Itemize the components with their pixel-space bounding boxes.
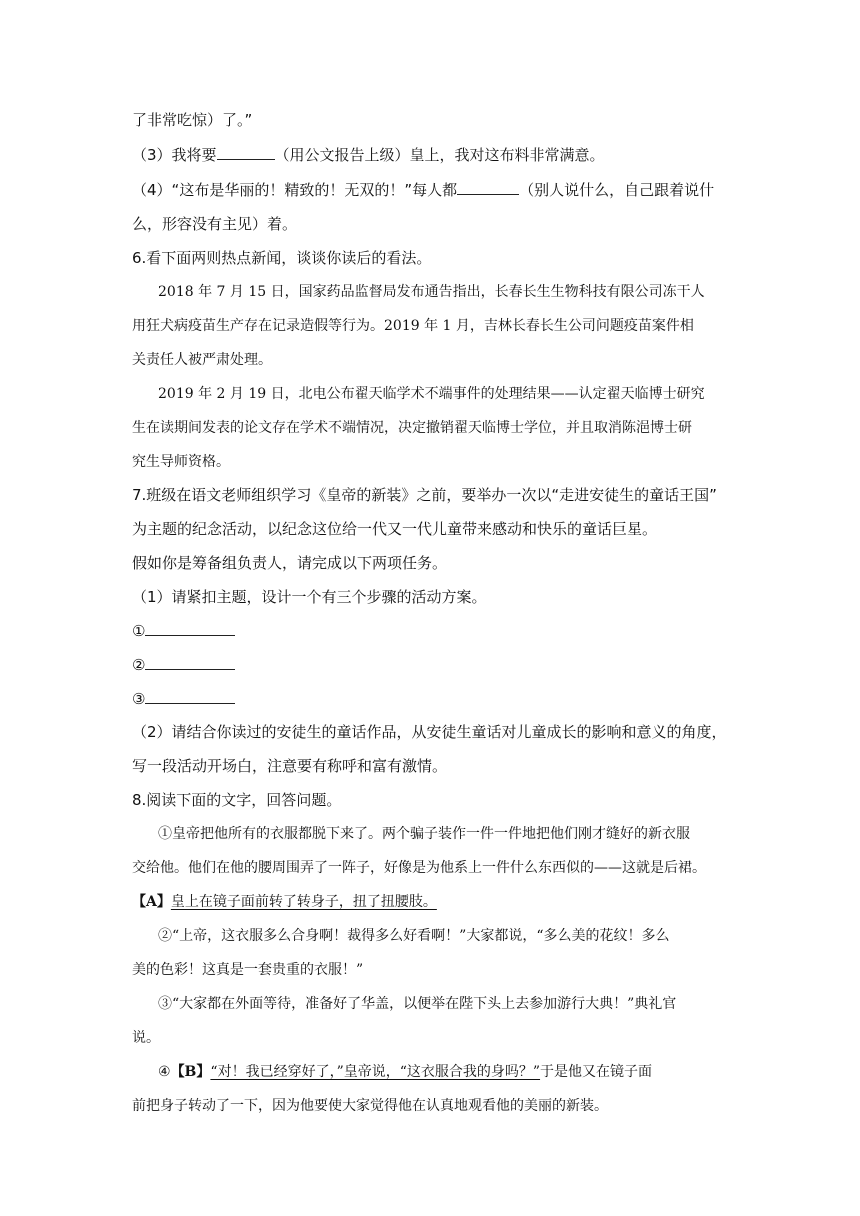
text-line: 假如你是筹备组负责人，请完成以下两项任务。: [132, 554, 448, 572]
news-1-line: 用狂犬病疫苗生产存在记录造假等行为。2019 年 1 月，吉林长春长生公司问题疫苗案件相: [132, 318, 694, 334]
paragraph-4-continuation: 于是他又在镜子面: [540, 1064, 653, 1080]
passage-paragraph-4: 前把身子转动了一下，因为他要使大家觉得他在认真地观看他的美丽的新装。: [132, 1098, 608, 1114]
passage-paragraph-4: [158, 1062, 652, 1082]
paragraph-4-number: ④: [158, 1064, 171, 1080]
answer-blank[interactable]: [145, 621, 235, 636]
passage-paragraph-3: ③“大家都在外面等待，准备好了华盖，以便举在陛下头上去参加游行大典！”典礼官: [158, 996, 677, 1012]
news-2-line: 究生导师资格。: [132, 454, 230, 470]
news-2-line: 生在读期间发表的论文存在学术不端情况，决定撤销翟天临博士学位，并且取消陈浥博士研: [132, 420, 692, 436]
question-4-suffix: （别人说什么，自己跟着说什: [519, 181, 715, 199]
step-2: [132, 655, 235, 675]
step-2-marker: ②: [132, 656, 146, 674]
passage-paragraph-1: 交给他。他们在他的腰周围弄了一阵子，好像是为他系上一件什么东西似的——这就是后裙。: [132, 860, 706, 876]
step-3-marker: ③: [132, 690, 146, 708]
answer-blank[interactable]: [145, 689, 235, 704]
question-7-part-1: （1）请紧扣主题，设计一个有三个步骤的活动方案。: [132, 588, 487, 606]
passage-marked-sentence-a: [132, 892, 437, 912]
news-2-line: 2019 年 2 月 19 日，北电公布翟天临学术不端事件的处理结果——认定翟天临博士研究: [158, 386, 705, 402]
passage-paragraph-2: ②“上帝，这衣服多么合身啊！裁得多么好看啊！”大家都说，“多么美的花纹！多么: [158, 928, 670, 944]
underlined-sentence-b: “对！我已经穿好了，”皇帝说，“这衣服合我的身吗？”: [210, 1064, 541, 1080]
step-1-marker: ①: [132, 622, 146, 640]
question-3: [132, 145, 605, 165]
question-3-suffix: （用公文报告上级）皇上，我对这布料非常满意。: [274, 146, 605, 164]
news-1-line: 2018 年 7 月 15 日，国家药品监督局发布通告指出，长春长生生物科技有限公司冻干人: [158, 284, 705, 300]
marker-a: 【A】: [132, 894, 171, 910]
news-1-line: 关责任人被严肃处理。: [132, 352, 272, 368]
passage-paragraph-2: 美的色彩！这真是一套贵重的衣服！”: [132, 962, 364, 978]
question-3-prefix: （3）我将要: [132, 146, 217, 164]
text-line: 了非常吃惊）了。”: [132, 111, 253, 129]
question-4: [132, 180, 714, 200]
answer-blank[interactable]: [217, 145, 275, 160]
question-4-prefix: （4）“这布是华丽的！精致的！无双的！”每人都: [132, 181, 458, 199]
question-7-part-2: （2）请结合你读过的安徒生的童话作品，从安徒生童话对儿童成长的影响和意义的角度，: [132, 723, 727, 741]
question-8-heading: 8.阅读下面的文字，回答问题。: [132, 791, 342, 809]
passage-paragraph-1: ①皇帝把他所有的衣服都脱下来了。两个骗子装作一件一件地把他们刚才缝好的新衣服: [158, 826, 690, 842]
text-line: 写一段活动开场白，注意要有称呼和富有激情。: [132, 757, 448, 775]
passage-paragraph-3: 说。: [132, 1030, 160, 1046]
question-6-heading: 6.看下面两则热点新闻，谈谈你读后的看法。: [132, 249, 432, 267]
answer-blank[interactable]: [457, 180, 519, 195]
underlined-sentence-a: 皇上在镜子面前转了转身子，扭了扭腰肢。: [170, 894, 437, 910]
question-7-heading: 7.班级在语文老师组织学习《皇帝的新装》之前，要举办一次以“走进安徒生的童话王国”: [132, 486, 717, 504]
text-line: 为主题的纪念活动，以纪念这位给一代又一代儿童带来感动和快乐的童话巨星。: [132, 520, 658, 538]
step-3: [132, 689, 235, 709]
answer-blank[interactable]: [145, 655, 235, 670]
text-line: 么，形容没有主见）着。: [132, 215, 298, 233]
marker-b: 【B】: [170, 1064, 211, 1080]
step-1: [132, 621, 235, 641]
